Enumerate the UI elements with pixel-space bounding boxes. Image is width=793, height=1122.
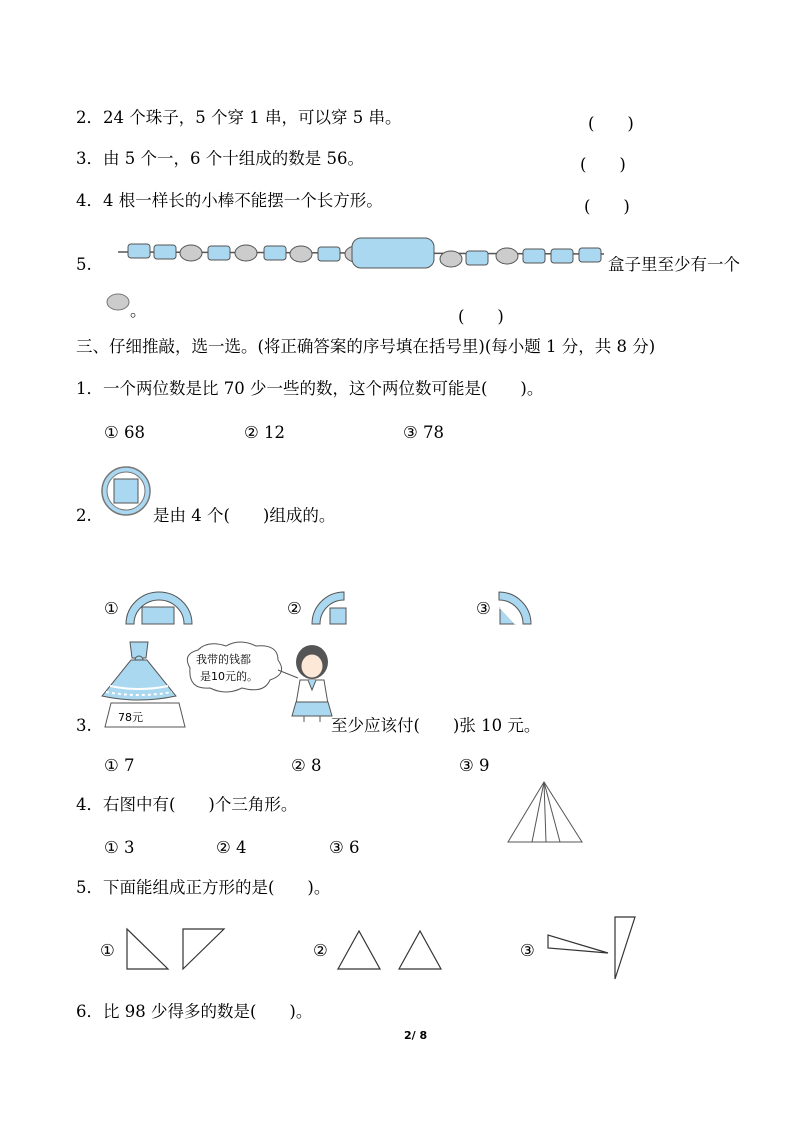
option-1[interactable]: ①	[104, 599, 119, 618]
answer-paren[interactable]: ( )	[588, 114, 634, 133]
q2-judge	[76, 110, 401, 127]
option-3[interactable]: ③ 9	[459, 756, 490, 775]
q-number: 4．	[76, 191, 103, 210]
q-text: 由 5 个一，6 个十组成的数是 56。	[103, 149, 364, 168]
q-text: 4 根一样长的小棒不能摆一个长方形。	[103, 191, 383, 210]
option-2[interactable]: ② 8	[291, 756, 322, 775]
p3-q6	[76, 1004, 312, 1021]
section-heading: 三、仔细推敲，选一选。(将正确答案的序号填在括号里)(每小题 1 分，共 8 分)	[76, 337, 656, 356]
option-1[interactable]: ① 7	[104, 756, 135, 775]
answer-paren[interactable]: ( )	[584, 197, 630, 216]
right-triangles-figure	[124, 926, 228, 972]
price-tag-text: 78元	[118, 711, 143, 724]
q-text: 比 98 少得多的数是( )。	[103, 1002, 313, 1021]
option-3[interactable]: ③	[520, 941, 535, 960]
q-text: 至少应该付( )张 10 元。	[331, 716, 541, 735]
quarter-ring-square-figure	[310, 590, 350, 626]
option-2[interactable]: ②	[287, 599, 302, 618]
gray-bead-icon	[106, 293, 130, 311]
circle-square-figure	[100, 465, 152, 517]
p3-q5	[76, 880, 330, 897]
q5-number: 5.	[76, 255, 92, 274]
q5-text: 盒子里至少有一个	[608, 255, 740, 274]
q-number: 1．	[76, 379, 103, 398]
answer-paren[interactable]: ( )	[580, 155, 626, 174]
q-text: 右图中有( )个三角形。	[103, 795, 298, 814]
option-1[interactable]: ① 68	[104, 423, 146, 442]
page-number: 2/ 8	[404, 1029, 428, 1042]
q-number: 3.	[76, 716, 92, 735]
speech-bubble-line1: 我带的钱都	[196, 653, 251, 666]
p3-q1	[76, 381, 543, 398]
eighth-ring-triangle-figure	[497, 590, 537, 626]
q4-judge	[76, 193, 383, 210]
speech-bubble-line2: 是10元的。	[200, 670, 258, 683]
equilateral-triangles-figure	[336, 928, 446, 972]
q-number: 6．	[76, 1002, 103, 1021]
bead-string-figure	[118, 238, 608, 270]
option-3[interactable]: ③ 78	[403, 423, 445, 442]
q-number: 2．	[76, 108, 103, 127]
price-tag-shape	[103, 701, 187, 729]
option-2[interactable]: ② 4	[216, 838, 247, 857]
option-2[interactable]: ② 12	[244, 423, 286, 442]
q-number: 3．	[76, 149, 103, 168]
answer-paren[interactable]: ( )	[458, 307, 504, 326]
q-text: 一个两位数是比 70 少一些的数，这个两位数可能是( )。	[103, 379, 544, 398]
thin-triangles-figure	[546, 915, 638, 981]
q5-end: 。	[130, 301, 147, 320]
q-text: 24 个珠子，5 个穿 1 串，可以穿 5 串。	[103, 108, 402, 127]
p3-q4	[76, 797, 297, 814]
half-ring-rect-figure	[124, 590, 194, 626]
girl-icon	[288, 644, 336, 722]
q-text: 下面能组成正方形的是( )。	[103, 878, 331, 897]
option-3[interactable]: ③	[476, 599, 491, 618]
q-number: 2.	[76, 506, 92, 525]
option-2[interactable]: ②	[313, 941, 328, 960]
dress-icon	[100, 640, 178, 702]
triangle-count-figure	[506, 780, 584, 844]
option-3[interactable]: ③ 6	[329, 838, 360, 857]
q-text: 是由 4 个( )组成的。	[153, 506, 336, 525]
q-number: 4．	[76, 795, 103, 814]
option-1[interactable]: ①	[100, 941, 115, 960]
q-number: 5．	[76, 878, 103, 897]
q3-judge	[76, 151, 364, 168]
option-1[interactable]: ① 3	[104, 838, 135, 857]
